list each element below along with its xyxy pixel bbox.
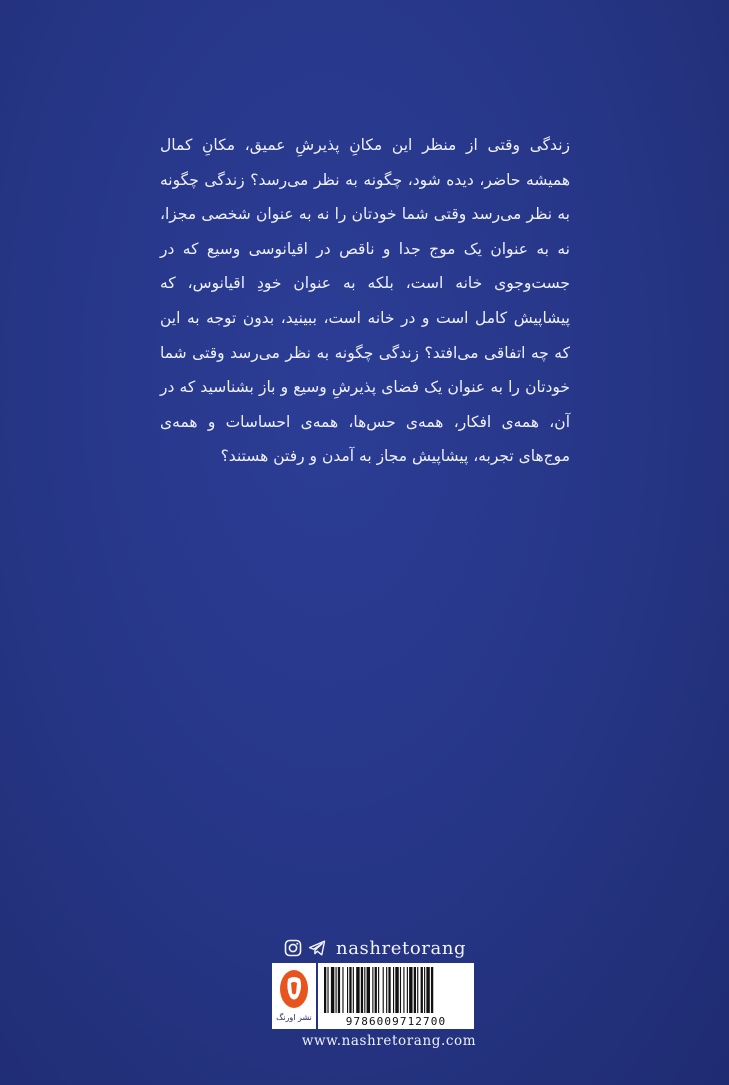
blurb-line: رفتن هستند؟ — [220, 447, 305, 466]
telegram-icon — [308, 939, 326, 957]
barcode-bar — [361, 967, 363, 1013]
barcode-bar — [336, 967, 337, 1013]
publisher-logo — [272, 963, 316, 1029]
barcode-bar — [375, 967, 377, 1013]
barcode-bar — [407, 967, 408, 1013]
blurb-line: همیشه حاضر، دیده شود، چگونه به نظر می‌رسد؟ زندگی — [204, 170, 570, 189]
website-url[interactable]: www.nashretorang.com — [301, 1033, 477, 1049]
barcode-bar — [393, 967, 394, 1013]
barcode-bar — [342, 967, 343, 1013]
barcode-bars — [324, 967, 468, 1013]
blurb-line: احساسات و همه‌ی موج‌های تجربه، پیشاپیش مجاز به آمدن و — [160, 412, 570, 466]
blurb-line: بشناسید که در آن، همه‌ی افکار، همه‌ی حس‌ها، همه‌ی — [160, 378, 570, 431]
barcode-bar — [327, 967, 328, 1013]
barcode-bar — [388, 967, 390, 1013]
isbn-barcode — [318, 963, 474, 1029]
barcode-bar — [331, 967, 334, 1013]
instagram-icon — [284, 939, 302, 957]
blurb-line: در جست‌وجوی خانه است، بلکه به عنوان خودِ اقیانوس، که — [160, 239, 570, 293]
social-handle: nashretorang — [336, 937, 467, 959]
barcode-bar — [383, 967, 384, 1013]
barcode-bar — [372, 967, 373, 1013]
barcode-bar — [409, 967, 412, 1013]
barcode-bar — [347, 967, 348, 1013]
barcode-bar — [378, 967, 379, 1013]
barcode-bar — [356, 967, 359, 1013]
barcode-bar — [403, 967, 404, 1013]
barcode-bar — [400, 967, 401, 1013]
barcode-bar — [367, 967, 370, 1013]
barcode-bar — [426, 967, 429, 1013]
barcode-bar — [424, 967, 425, 1013]
isbn-number: 9786009712700 — [345, 1015, 447, 1028]
blurb-line: پیشاپیش کامل است و در خانه است، ببینید، بدون توجه به — [186, 308, 570, 327]
blurb-line: مجزا، نه به عنوان یک موج جدا و ناقص در اقیانوسی وسیع که — [160, 205, 570, 258]
barcode-bar — [324, 967, 326, 1013]
barcode-bar — [395, 967, 398, 1013]
blurb-line: این که چه اتفاقی می‌افتد؟ زندگی چگونه به نظر می‌رسد وقتی — [160, 308, 570, 362]
barcode-bar — [338, 967, 340, 1013]
barcode-bar — [386, 967, 387, 1013]
barcode-bar — [349, 967, 351, 1013]
social-handle-row — [284, 936, 494, 960]
publisher-logo-text: نشر اورنگ — [276, 1013, 312, 1022]
barcode-bar — [431, 967, 433, 1013]
barcode-bar — [364, 967, 365, 1013]
blurb-line: چگونه به نظر می‌رسد وقتی شما خودتان را نه به عنوان شخصی — [160, 170, 570, 224]
barcode-bar — [421, 967, 423, 1013]
barcode-bar — [353, 967, 354, 1013]
blurb-line: شما خودتان را به عنوان یک فضای پذیرشِ وسیع و باز — [160, 343, 570, 397]
barcode-bar — [414, 967, 416, 1013]
publisher-logo-mark — [277, 967, 311, 1011]
blurb-text — [160, 128, 570, 474]
barcode-bar — [417, 967, 418, 1013]
blurb-line: زندگی وقتی از منظر این مکانِ پذیرشِ عمیق، مکانِ کمال — [160, 136, 570, 154]
